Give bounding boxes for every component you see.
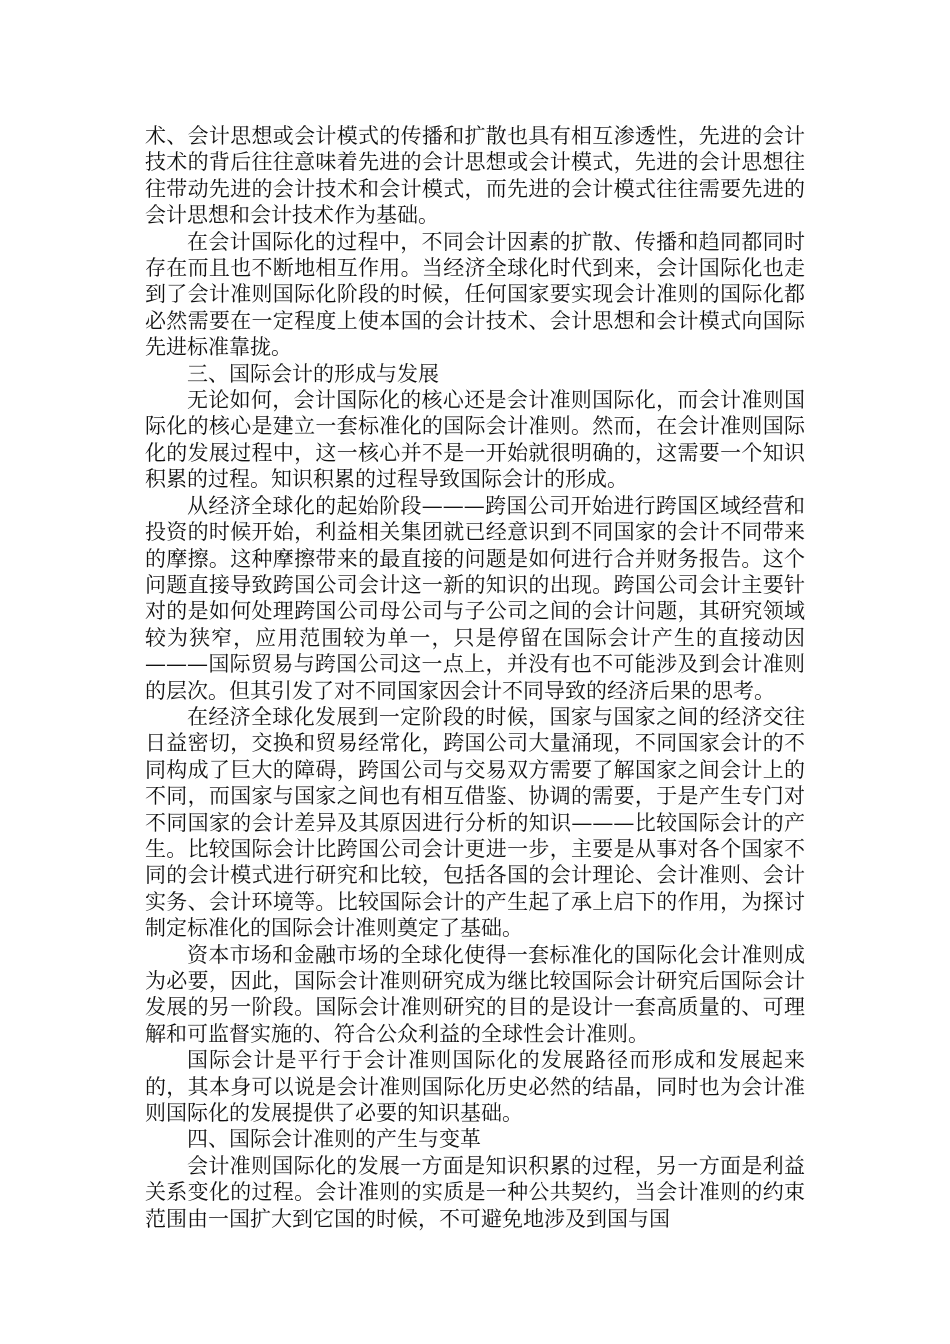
paragraph: 会计准则国际化的发展一方面是知识积累的过程，另一方面是利益关系变化的过程。会计准则的实质是一种公共契约，当会计准则的约束范围由一国扩大到它国的时候，不可避免地涉及到国与国 bbox=[145, 1153, 805, 1231]
paragraph: 国际会计是平行于会计准则国际化的发展路径而形成和发展起来的，其本身可以说是会计准则国际化历史必然的结晶，同时也为会计准则国际化的发展提供了必要的知识基础。 bbox=[145, 1048, 805, 1126]
paragraph: 在会计国际化的过程中，不同会计因素的扩散、传播和趋同都同时存在而且也不断地相互作用。当经济全球化时代到来，会计国际化也走到了会计准则国际化阶段的时候，任何国家要实现会计准则的国际化都必然需要在一定程度上使本国的会计技术、会计思想和会计模式向国际先进标准靠拢。 bbox=[145, 229, 805, 360]
section-heading: 四、国际会计准则的产生与变革 bbox=[187, 1127, 481, 1152]
paragraph: 无论如何，会计国际化的核心还是会计准则国际化，而会计准则国际化的核心是建立一套标准化的国际会计准则。然而，在会计准则国际化的发展过程中，这一核心并不是一开始就很明确的，这需要一个知识积累的过程。知识积累的过程导致国际会计的形成。 bbox=[145, 388, 805, 492]
section-heading: 三、国际会计的形成与发展 bbox=[187, 361, 439, 386]
document-body bbox=[145, 123, 805, 1232]
paragraph: 资本市场和金融市场的全球化使得一套标准化的国际化会计准则成为必要，因此，国际会计准则研究成为继比较国际会计研究后国际会计发展的另一阶段。国际会计准则研究的目的是设计一套高质量的、可理解和可监督实施的、符合公众利益的全球性会计准则。 bbox=[145, 942, 805, 1046]
paragraph: 在经济全球化发展到一定阶段的时候，国家与国家之间的经济交往日益密切，交换和贸易经常化，跨国公司大量涌现，不同国家会计的不同构成了巨大的障碍，跨国公司与交易双方需要了解国家之间会计上的不同，而国家与国家之间也有相互借鉴、协调的需要，于是产生专门对不同国家的会计差异及其原因进行分析的知识———比较国际会计的产生。比较国际会计比跨国公司会计更进一步，主要是从事对各个国家不同的会计模式进行研究和比较，包括各国的会计理论、会计准则、会计实务、会计环境等。比较国际会计的产生起了承上启下的作用，为探讨制定标准化的国际会计准则奠定了基础。 bbox=[145, 704, 805, 941]
paragraph: 从经济全球化的起始阶段———跨国公司开始进行跨国区域经营和投资的时候开始，利益相关集团就已经意识到不同国家的会计不同带来的摩擦。这种摩擦带来的最直接的问题是如何进行合并财务报告。这个问题直接导致跨国公司会计这一新的知识的出现。跨国公司会计主要针对的是如何处理跨国公司母公司与子公司之间的会计问题，其研究领域较为狭窄，应用范围较为单一，只是停留在国际会计产生的直接动因———国际贸易与跨国公司这一点上，并没有也不可能涉及到会计准则的层次。但其引发了对不同国家因会计不同导致的经济后果的思考。 bbox=[145, 493, 805, 703]
paragraph-continuation: 术、会计思想或会计模式的传播和扩散也具有相互渗透性，先进的会计技术的背后往往意味着先进的会计思想或会计模式，先进的会计思想往往带动先进的会计技术和会计模式，而先进的会计模式往往需要先进的会计思想和会计技术作为基础。 bbox=[145, 124, 805, 228]
